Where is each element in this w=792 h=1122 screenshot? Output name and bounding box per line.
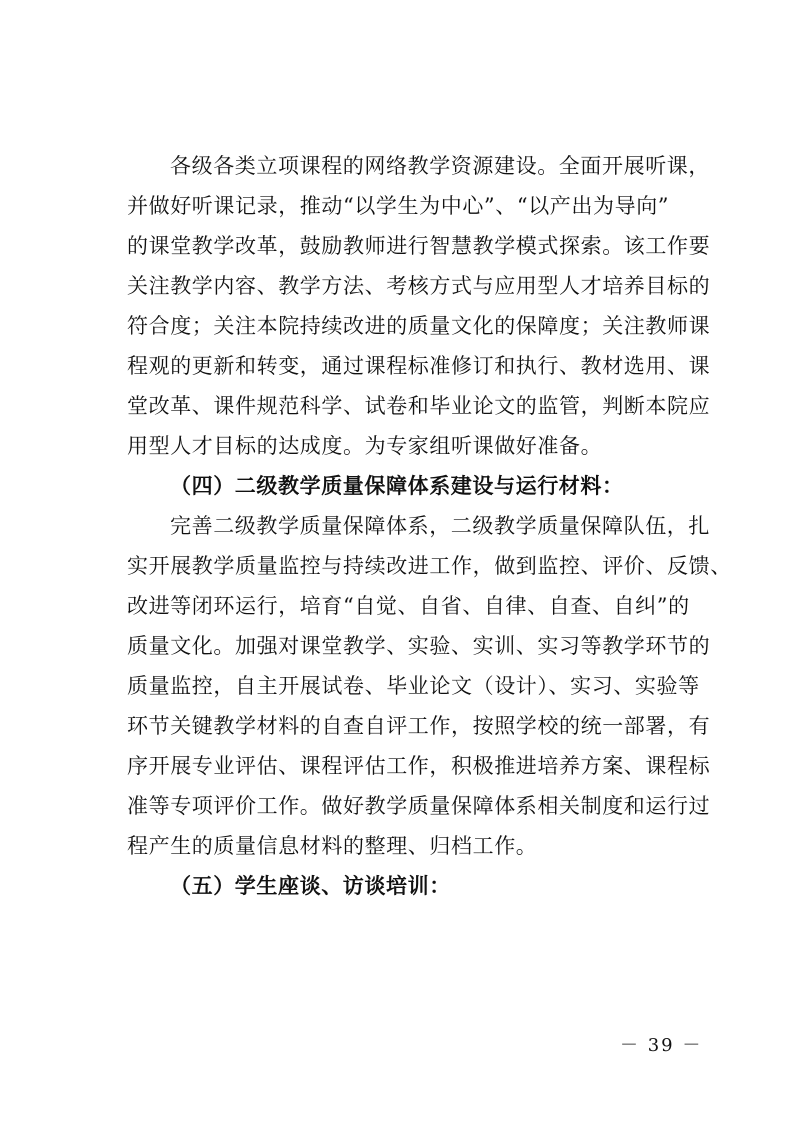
paragraph-line: 改进等闭环运行，培育“自觉、自省、自律、自查、自纠”的 [127,594,690,618]
paragraph-line: 准等专项评价工作。做好教学质量保障体系相关制度和运行过 [127,794,711,818]
paragraph-line: 堂改革、课件规范科学、试卷和毕业论文的监管，判断本院应 [127,394,711,418]
paragraph-line: 用型人才目标的达成度。为专家组听课做好准备。 [127,434,603,458]
paragraph-line: 质量文化。加强对课堂教学、实验、实训、实习等教学环节的 [127,634,711,658]
paragraph-line: 各级各类立项课程的网络教学资源建设。全面开展听课， [170,154,710,178]
paragraph-line: 并做好听课记录，推动“以学生为中心”、“以产出为导向” [127,194,670,218]
paragraph-line: 质量监控，自主开展试卷、毕业论文（设计）、实习、实验等 [127,674,700,698]
paragraph-line: 程观的更新和转变，通过课程标准修订和执行、教材选用、课 [127,354,711,378]
paragraph-line: 的课堂教学改革，鼓励教师进行智慧教学模式探索。该工作要 [127,234,711,258]
section-heading-5: （五）学生座谈、访谈培训： [170,873,451,898]
paragraph-line: 完善二级教学质量保障体系，二级教学质量保障队伍，扎 [170,514,710,538]
paragraph-line: 符合度；关注本院持续改进的质量文化的保障度；关注教师课 [127,314,711,338]
paragraph-line: 环节关键教学材料的自查自评工作，按照学校的统一部署，有 [127,714,711,738]
paragraph-line: 实开展教学质量监控与持续改进工作，做到监控、评价、反馈、 [127,554,732,578]
paragraph-line: 程产生的质量信息材料的整理、归档工作。 [127,834,538,858]
paragraph-line: 关注教学内容、教学方法、考核方式与应用型人才培养目标的 [127,274,711,298]
paragraph-line: 序开展专业评估、课程评估工作，积极推进培养方案、课程标 [127,754,711,778]
section-heading-4: （四）二级教学质量保障体系建设与运行材料： [170,473,624,498]
page-number: － 39 － [620,1035,703,1056]
